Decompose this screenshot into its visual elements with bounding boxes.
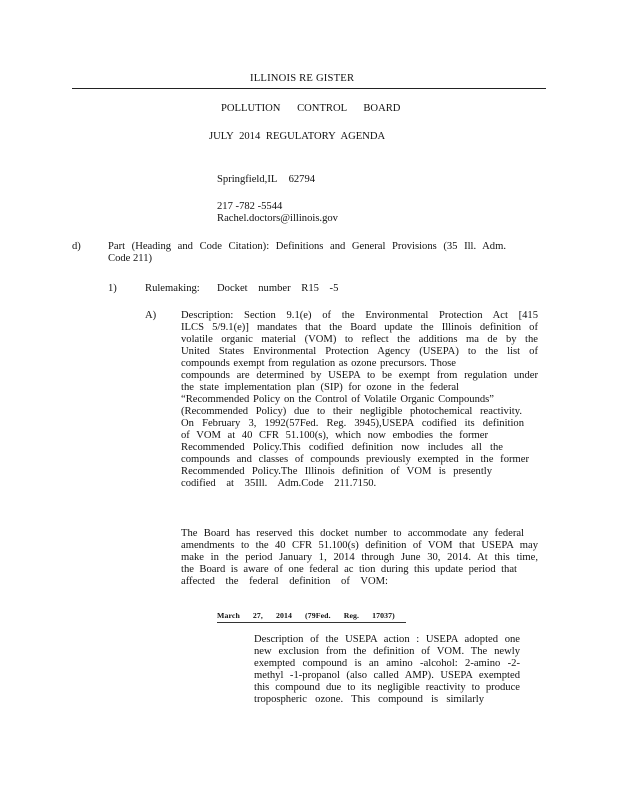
paragraph-line: The Board has reserved this docket number to accommodate any federal	[181, 528, 524, 539]
description-line: volatile organic material (VOM) to reflect the additions ma de by the	[181, 334, 538, 345]
description-line: ILCS 5/9.1(e)] mandates that the Board update the Illinois definition of	[181, 322, 538, 333]
description-line: compounds are determined by USEPA to be exempt from regulation under	[181, 370, 538, 381]
description-line: On February 3, 1992(57Fed. Reg. 3945),USEPA codified its definition	[181, 418, 524, 429]
description-line: Recommended Policy.The Illinois definition of VOM is presently	[181, 466, 492, 477]
header-divider	[72, 88, 546, 89]
contact-city: Springfield,IL 62794	[217, 174, 316, 185]
register-title: ILLINOIS RE GISTER	[250, 73, 355, 84]
reserved-docket-paragraph	[181, 528, 538, 588]
rulemaking-label: Rulemaking:	[145, 283, 200, 294]
description-line: United States Environmental Protection Agency (USEPA) to the list of	[181, 346, 538, 357]
action-line: tropospheric ozone. This compound is similarly	[254, 694, 484, 705]
description-line: compounds exempt from regulation as ozone precursors. Those	[181, 358, 456, 369]
item-a-description	[181, 310, 538, 490]
paragraph-line: amendments to the 40 CFR 51.100(s) definition of VOM that USEPA may	[181, 540, 538, 551]
contact-phone: 217 -782 -5544	[217, 201, 283, 212]
description-line: (Recommended Policy) due to their negligible photochemical reactivity.	[181, 406, 522, 417]
description-line: the state implementation plan (SIP) for ozone in the federal	[181, 382, 459, 393]
paragraph-line: affected the federal definition of VOM:	[181, 576, 388, 587]
description-line: Recommended Policy.This codified definition now includes all the	[181, 442, 503, 453]
item-1-marker: 1)	[108, 283, 117, 294]
description-line: compounds and classes of compounds previously exempted in the former	[181, 454, 529, 465]
section-d-heading	[108, 241, 506, 265]
description-line: of VOM at 40 CFR 51.100(s), which now embodies the former	[181, 430, 488, 441]
description-line: codified at 35Ill. Adm.Code 211.7150.	[181, 478, 377, 489]
action-line: this compound due to its negligible reactivity to produce	[254, 682, 520, 693]
action-line: methyl -1-propanol (also called AMP). USEPA exempted	[254, 670, 520, 681]
description-line: Description: Section 9.1(e) of the Environmental Protection Act [415	[181, 310, 538, 321]
action-line: new exclusion from the definition of VOM. The newly	[254, 646, 520, 657]
paragraph-line: make in the period January 1, 2014 through June 30, 2014. At this time,	[181, 552, 538, 563]
paragraph-line: the Board is aware of one federal ac tion during this update period that	[181, 564, 517, 575]
federal-register-citation: March 27, 2014 (79Fed. Reg. 17037)	[217, 611, 395, 620]
docket-number: Docket number R15 -5	[217, 283, 339, 294]
item-a-marker: A)	[145, 310, 157, 321]
action-line: exempted compound is an amino -alcohol: 2-amino -2-	[254, 658, 520, 669]
section-d-heading-line: Code 211)	[108, 253, 153, 264]
section-d-heading-line: Part (Heading and Code Citation): Definitions and General Provisions (35 Ill. Adm.	[108, 241, 506, 252]
contact-email: Rachel.doctors@illinois.gov	[217, 213, 338, 224]
description-line: “Recommended Policy on the Control of Volatile Organic Compounds”	[181, 394, 494, 405]
agency-name: POLLUTION CONTROL BOARD	[221, 103, 401, 114]
agenda-title: JULY 2014 REGULATORY AGENDA	[209, 131, 386, 142]
citation-underline	[217, 622, 406, 623]
section-d-marker: d)	[72, 241, 81, 252]
usepa-action-description	[254, 634, 520, 706]
action-line: Description of the USEPA action : USEPA adopted one	[254, 634, 520, 645]
